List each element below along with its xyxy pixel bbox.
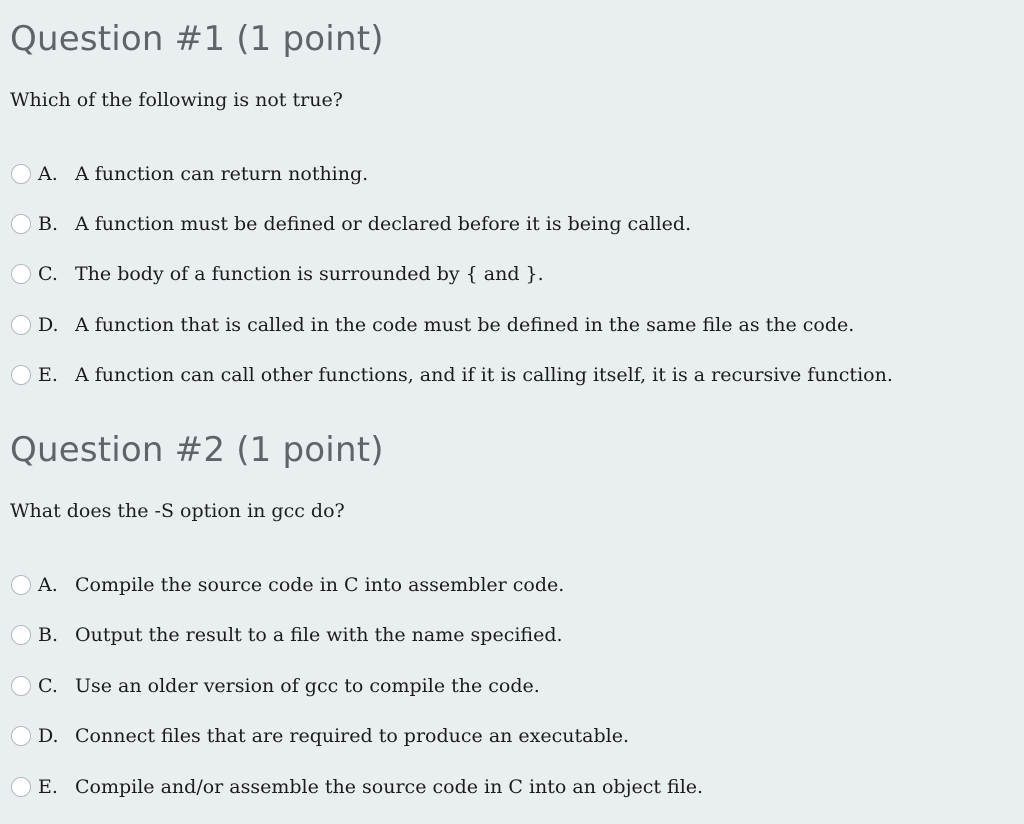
option-letter: A. bbox=[38, 574, 58, 596]
option-text: Compile the source code in C into assembler code. bbox=[75, 574, 565, 596]
question-2 bbox=[0, 430, 1024, 824]
radio-button[interactable] bbox=[11, 264, 31, 284]
option-text: The body of a function is surrounded by { and }. bbox=[75, 263, 544, 285]
option-c[interactable] bbox=[0, 669, 1000, 705]
radio-button[interactable] bbox=[11, 315, 31, 335]
option-letter: A. bbox=[38, 163, 58, 185]
option-letter: D. bbox=[38, 725, 59, 747]
option-text: A function can call other functions, and if it is calling itself, it is a recursive function. bbox=[75, 364, 893, 386]
option-letter: E. bbox=[38, 776, 58, 798]
option-letter: C. bbox=[38, 675, 58, 697]
option-a[interactable] bbox=[0, 568, 1000, 604]
option-c[interactable] bbox=[0, 257, 1000, 293]
option-text: Output the result to a file with the name specified. bbox=[75, 624, 563, 646]
radio-button[interactable] bbox=[11, 214, 31, 234]
question-1 bbox=[0, 19, 1024, 419]
option-letter: E. bbox=[38, 364, 58, 386]
option-text: A function that is called in the code must be defined in the same file as the code. bbox=[75, 314, 855, 336]
option-text: Compile and/or assemble the source code in C into an object file. bbox=[75, 776, 704, 798]
option-a[interactable] bbox=[0, 157, 1000, 193]
option-b[interactable] bbox=[0, 618, 1000, 654]
option-text: Use an older version of gcc to compile the code. bbox=[75, 675, 540, 697]
option-e[interactable] bbox=[0, 770, 1000, 806]
radio-button[interactable] bbox=[11, 726, 31, 746]
option-d[interactable] bbox=[0, 308, 1000, 344]
option-letter: D. bbox=[38, 314, 59, 336]
option-letter: B. bbox=[38, 624, 59, 646]
option-b[interactable] bbox=[0, 207, 1000, 243]
question-title: Question #1 (1 point) bbox=[10, 19, 384, 59]
question-prompt: What does the -S option in gcc do? bbox=[10, 500, 345, 522]
option-letter: B. bbox=[38, 213, 59, 235]
option-text: A function must be defined or declared before it is being called. bbox=[75, 213, 692, 235]
question-prompt: Which of the following is not true? bbox=[10, 89, 343, 111]
option-text: A function can return nothing. bbox=[75, 163, 369, 185]
option-e[interactable] bbox=[0, 358, 1000, 394]
option-text: Connect files that are required to produce an executable. bbox=[75, 725, 629, 747]
radio-button[interactable] bbox=[11, 164, 31, 184]
radio-button[interactable] bbox=[11, 575, 31, 595]
radio-button[interactable] bbox=[11, 625, 31, 645]
option-d[interactable] bbox=[0, 719, 1000, 755]
radio-button[interactable] bbox=[11, 365, 31, 385]
question-title: Question #2 (1 point) bbox=[10, 430, 384, 470]
radio-button[interactable] bbox=[11, 676, 31, 696]
radio-button[interactable] bbox=[11, 777, 31, 797]
option-letter: C. bbox=[38, 263, 58, 285]
